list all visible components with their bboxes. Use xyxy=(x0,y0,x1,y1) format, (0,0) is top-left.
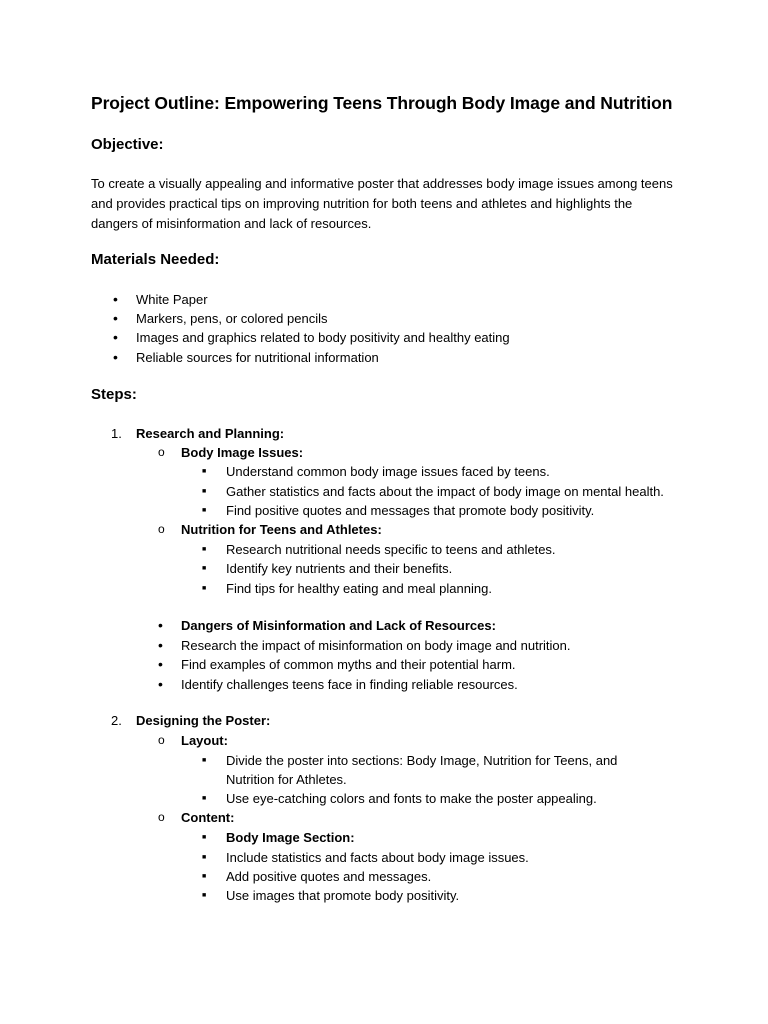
sub-sub-item-text: Find positive quotes and messages that promote body positivity. xyxy=(226,503,595,518)
square-bullet-icon: ■ xyxy=(202,757,207,764)
bullet-icon: • xyxy=(113,291,118,307)
bullet-icon: • xyxy=(158,656,163,672)
material-item: Markers, pens, or colored pencils xyxy=(136,311,328,326)
bullet-icon: • xyxy=(113,329,118,345)
sub-item-text: Find examples of common myths and their potential harm. xyxy=(181,657,516,672)
sub-sub-item xyxy=(202,886,460,905)
sub-sub-item xyxy=(202,579,492,598)
bullet-icon: • xyxy=(158,676,163,692)
sub-sub-item xyxy=(202,751,618,770)
sub-sub-item xyxy=(202,540,556,559)
square-bullet-icon: ■ xyxy=(202,873,207,880)
sub-sub-item-text: Research nutritional needs specific to teens and athletes. xyxy=(226,542,556,557)
list-item xyxy=(113,309,328,328)
sub-sub-item-text: Add positive quotes and messages. xyxy=(226,869,432,884)
square-bullet-icon: ■ xyxy=(202,795,207,802)
material-item: Reliable sources for nutritional information xyxy=(136,350,379,365)
sub-sub-item-text: Use images that promote body positivity. xyxy=(226,888,460,903)
sub-sub-item-text: Divide the poster into sections: Body Image, Nutrition for Teens, and xyxy=(226,753,618,768)
square-bullet-icon: ■ xyxy=(202,565,207,572)
step-item xyxy=(111,424,285,443)
sub-sub-item-text: Understand common body image issues faced by teens. xyxy=(226,464,550,479)
list-item xyxy=(113,290,208,309)
sub-sub-item-text: Include statistics and facts about body image issues. xyxy=(226,850,529,865)
steps-heading: Steps: xyxy=(91,386,137,403)
sub-sub-item-text: Find tips for healthy eating and meal planning. xyxy=(226,581,492,596)
objective-heading: Objective: xyxy=(91,136,164,153)
sub-sub-item-text: Identify key nutrients and their benefits. xyxy=(226,561,453,576)
square-bullet-icon: ■ xyxy=(202,585,207,592)
list-item xyxy=(113,328,510,347)
sub-item-label: Dangers of Misinformation and Lack of Resources: xyxy=(181,618,496,633)
step-label: Designing the Poster: xyxy=(136,713,271,728)
sub-sub-item xyxy=(202,482,664,501)
sub-item xyxy=(158,731,228,750)
sub-item xyxy=(158,443,304,462)
square-bullet-icon: ■ xyxy=(202,834,207,841)
sub-sub-item xyxy=(202,789,597,808)
circle-bullet-icon: o xyxy=(158,522,165,536)
sub-item-label: Body Image Issues: xyxy=(181,445,304,460)
sub-item xyxy=(158,808,235,827)
list-item xyxy=(113,348,379,367)
bullet-icon: • xyxy=(113,310,118,326)
step-number: 1. xyxy=(111,426,122,441)
square-bullet-icon: ■ xyxy=(202,468,207,475)
square-bullet-icon: ■ xyxy=(202,546,207,553)
sub-sub-item-continuation xyxy=(226,770,347,789)
sub-item xyxy=(158,520,382,539)
objective-paragraph xyxy=(91,174,691,234)
sub-sub-item xyxy=(202,867,432,886)
sub-sub-item xyxy=(202,462,550,481)
material-item: Images and graphics related to body positivity and healthy eating xyxy=(136,330,510,345)
bullet-icon: • xyxy=(113,349,118,365)
square-bullet-icon: ■ xyxy=(202,507,207,514)
square-bullet-icon: ■ xyxy=(202,488,207,495)
material-item: White Paper xyxy=(136,292,208,307)
sub-sub-item-text: Use eye-catching colors and fonts to make the poster appealing. xyxy=(226,791,597,806)
sub-item xyxy=(158,616,496,635)
page-title: Project Outline: Empowering Teens Through Body Image and Nutrition xyxy=(91,93,673,113)
sub-item-label: Layout: xyxy=(181,733,228,748)
sub-item-label: Content: xyxy=(181,810,235,825)
sub-item xyxy=(158,636,571,655)
sub-sub-item-text: Gather statistics and facts about the impact of body image on mental health. xyxy=(226,484,664,499)
circle-bullet-icon: o xyxy=(158,733,165,747)
step-label: Research and Planning: xyxy=(136,426,285,441)
sub-sub-item xyxy=(202,559,453,578)
bullet-icon: • xyxy=(158,637,163,653)
sub-item xyxy=(158,675,518,694)
sub-sub-item-text: Nutrition for Athletes. xyxy=(226,772,347,787)
sub-sub-item-label: Body Image Section: xyxy=(226,830,355,845)
objective-line: dangers of misinformation and lack of resources. xyxy=(91,216,372,231)
sub-item xyxy=(158,655,516,674)
objective-line: and provides practical tips on improving nutrition for both teens and athletes and highlights the xyxy=(91,196,633,211)
step-number: 2. xyxy=(111,713,122,728)
sub-sub-item xyxy=(202,501,595,520)
sub-item-label: Nutrition for Teens and Athletes: xyxy=(181,522,382,537)
square-bullet-icon: ■ xyxy=(202,892,207,899)
sub-item-text: Identify challenges teens face in finding reliable resources. xyxy=(181,677,518,692)
square-bullet-icon: ■ xyxy=(202,854,207,861)
circle-bullet-icon: o xyxy=(158,810,165,824)
sub-item-text: Research the impact of misinformation on body image and nutrition. xyxy=(181,638,571,653)
sub-sub-item xyxy=(202,828,355,847)
step-item xyxy=(111,711,271,730)
sub-sub-item xyxy=(202,848,529,867)
objective-line: To create a visually appealing and informative poster that addresses body image issues among teens xyxy=(91,176,673,191)
materials-heading: Materials Needed: xyxy=(91,251,220,268)
bullet-icon: • xyxy=(158,617,163,633)
circle-bullet-icon: o xyxy=(158,445,165,459)
